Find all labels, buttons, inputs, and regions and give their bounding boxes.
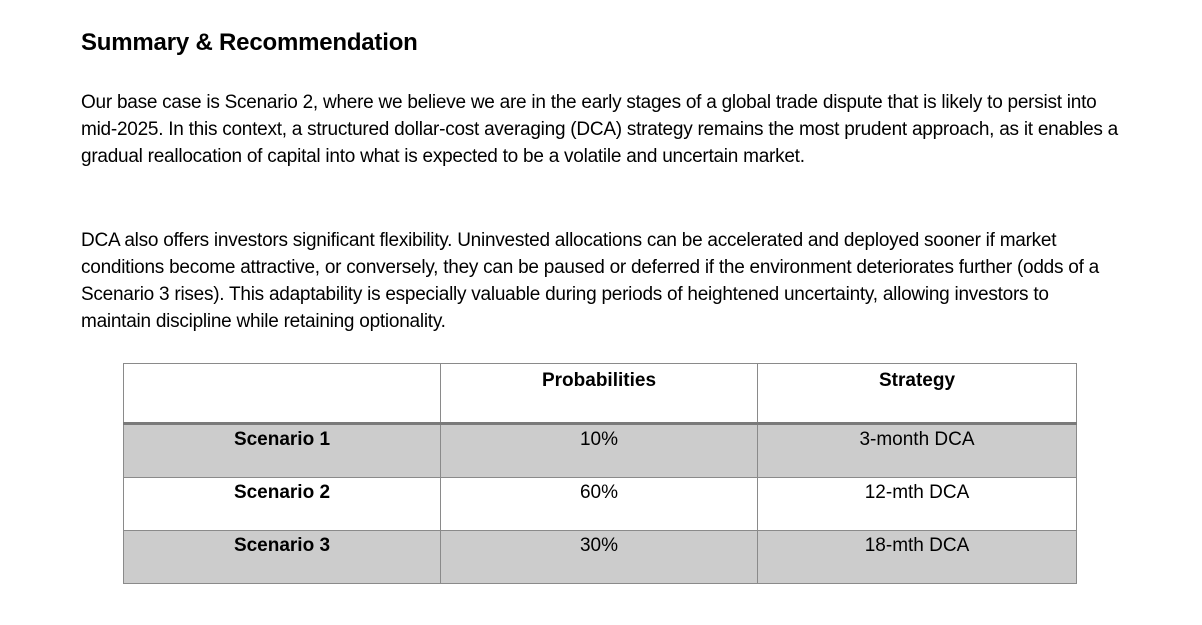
- paragraph-base-case: Our base case is Scenario 2, where we believe we are in the early stages of a global trade dispute that is likely to persist into mid-2025. In this context, a structured dollar-cost averaging (DCA) strategy remains the most prudent approach, as it enables a gradual reallocation of capital into what is expected to be a volatile and uncertain market.: [81, 92, 1118, 167]
- header-cell-blank: [124, 364, 441, 424]
- scenario-cell: Scenario 3: [124, 531, 441, 584]
- probability-cell: 30%: [441, 531, 758, 584]
- section-heading: Summary & Recommendation: [81, 29, 418, 56]
- scenario-cell: Scenario 2: [124, 478, 441, 531]
- strategy-cell: 12-mth DCA: [758, 478, 1077, 531]
- strategy-cell: 3-month DCA: [758, 424, 1077, 478]
- scenario-table-grid: [123, 363, 1077, 584]
- scenario-table: [123, 363, 1076, 579]
- strategy-cell: 18-mth DCA: [758, 531, 1077, 584]
- table-row: [124, 424, 1077, 478]
- probability-cell: 10%: [441, 424, 758, 478]
- table-row: [124, 531, 1077, 584]
- probability-cell: 60%: [441, 478, 758, 531]
- scenario-cell: Scenario 1: [124, 424, 441, 478]
- paragraph-dca-flexibility: DCA also offers investors significant flexibility. Uninvested allocations can be accelerated and deployed sooner if market conditions become attractive, or conversely, they can be paused or deferred if the environment deteriorates further (odds of a Scenario 3 rises). This adaptability is especially valuable during periods of heightened uncertainty, allowing investors to maintain discipline while retaining optionality.: [81, 230, 1099, 332]
- header-cell-probabilities: Probabilities: [441, 364, 758, 424]
- header-cell-strategy: Strategy: [758, 364, 1077, 424]
- table-row: [124, 478, 1077, 531]
- table-header-row: [124, 364, 1077, 424]
